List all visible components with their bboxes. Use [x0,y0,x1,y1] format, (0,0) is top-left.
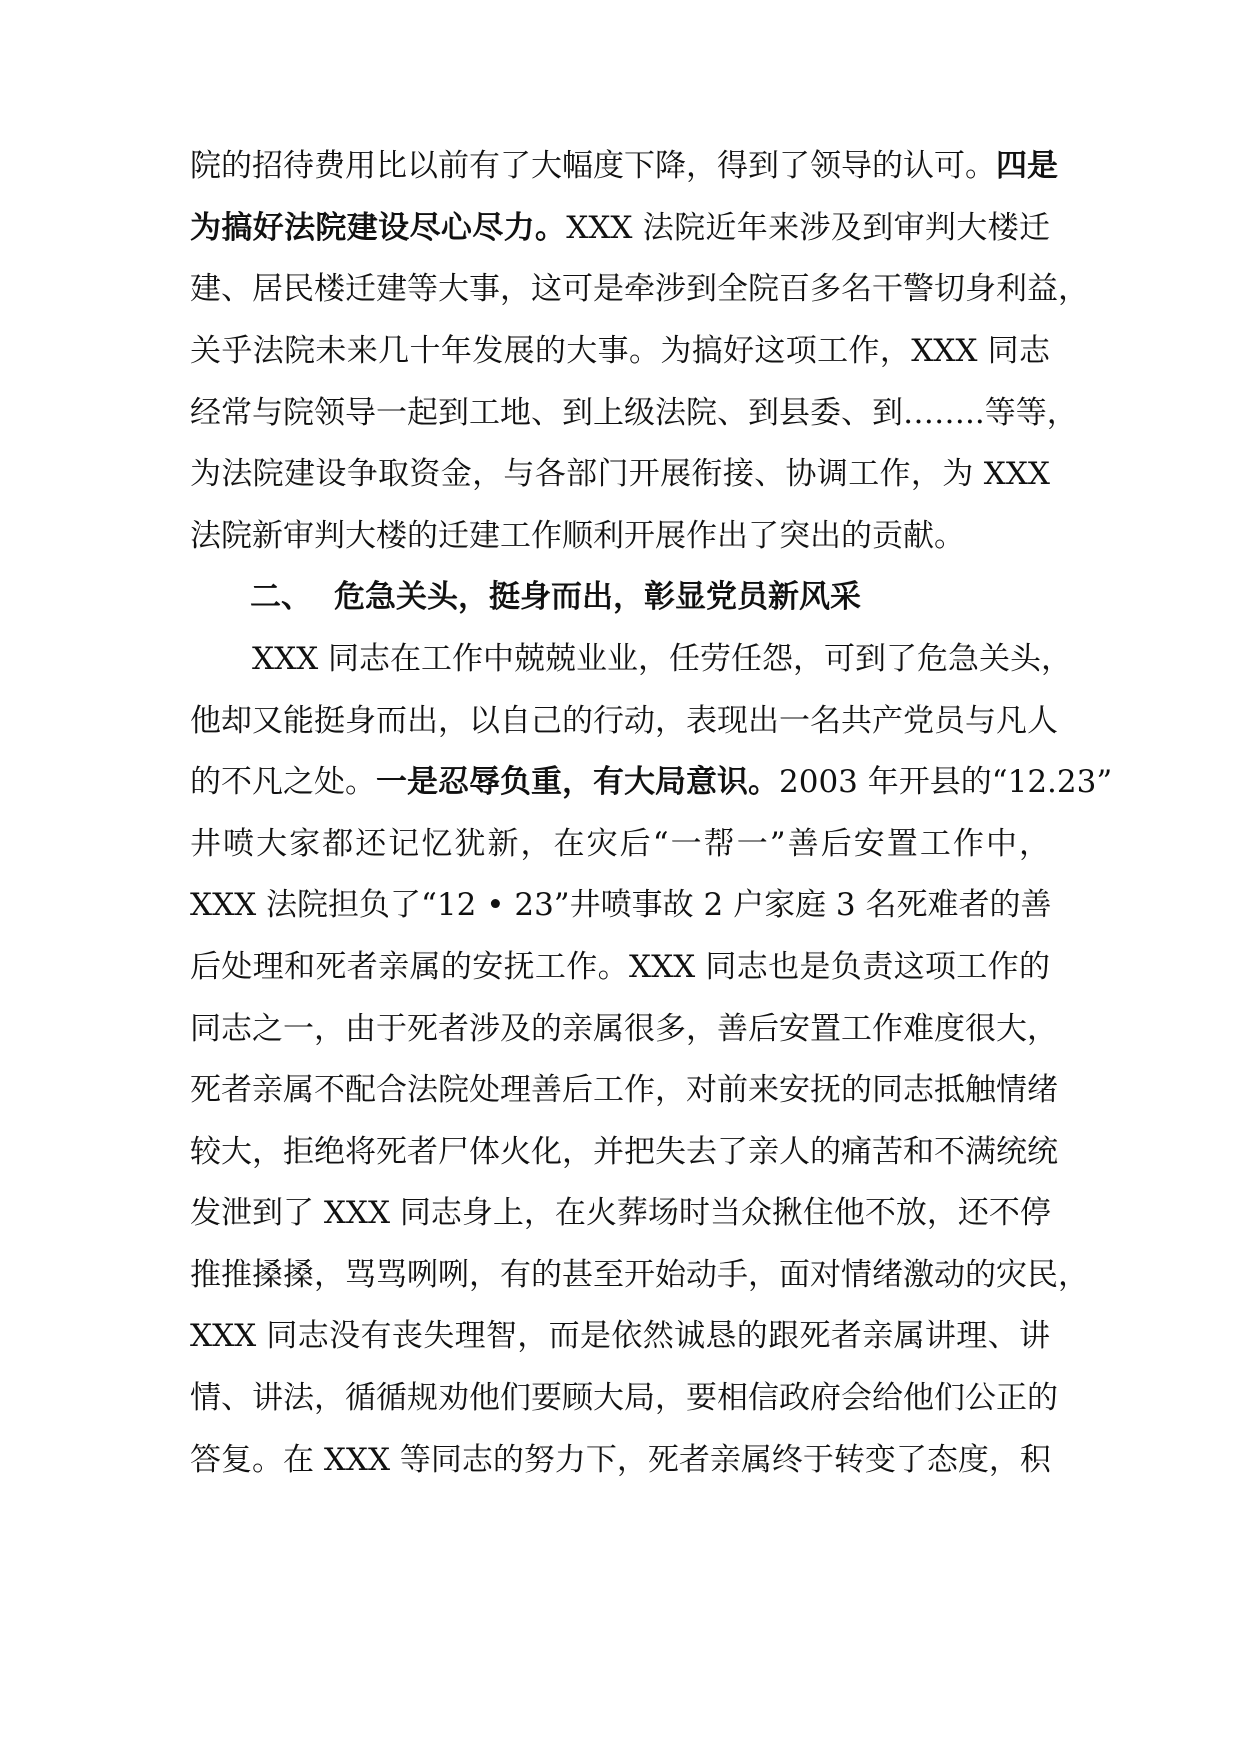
paragraph-2-line-1 [252,628,1073,690]
text-run: 建、居民楼迁建等大事，这可是牵涉到全院百多名干警切身利益， [190,271,1089,307]
paragraph-1-line-7 [190,505,1050,567]
text-run: 同志之一，由于死者涉及的亲属很多，善后安置工作难度很大， [190,1011,1058,1047]
text-run: XXX 同志在工作中兢兢业业，任劳任怨，可到了危急关头， [252,641,1073,677]
paragraph-2-line-3 [190,751,1113,813]
text-run: 发泄到了 XXX 同志身上，在火葬场时当众揪住他不放，还不停 [190,1195,1051,1231]
paragraph-1-line-2 [190,197,1050,259]
text-run: 井喷大家都还记忆犹新，在灾后“一帮一”善后安置工作中， [190,826,1050,862]
text-run: 情、讲法，循循规劝他们要顾大局，要相信政府会给他们公正的 [190,1380,1058,1416]
paragraph-1-line-6 [190,443,1050,505]
section-number: 二、 [250,579,312,615]
paragraph-1-line-5 [190,382,1078,444]
paragraph-1-line-4 [190,320,1050,382]
paragraph-2-line-7 [190,998,1058,1060]
paragraph-2-line-4 [190,813,1050,875]
text-run: 2003 年开县的“12.23” [779,764,1113,800]
paragraph-2-line-2 [190,690,1058,752]
text-run: XXX 法院担负了“12 • 23”井喷事故 2 户家庭 3 名死难者的善 [190,887,1052,923]
text-run: 法院新审判大楼的迁建工作顺利开展作出了突出的贡献。 [190,518,965,554]
paragraph-2-line-11 [190,1244,1089,1306]
bold-run: 一是忍辱负重，有大局意识。 [376,764,779,800]
text-run: XXX 同志没有丧失理智，而是依然诚恳的跟死者亲属讲理、讲 [190,1318,1050,1354]
text-run: 关乎法院未来几十年发展的大事。为搞好这项工作，XXX 同志 [190,333,1050,369]
paragraph-2-line-5 [190,874,1050,936]
text-run: 他却又能挺身而出，以自己的行动，表现出一名共产党员与凡人 [190,703,1058,739]
text-run: 较大，拒绝将死者尸体火化，并把失去了亲人的痛苦和不满统统 [190,1134,1058,1170]
paragraph-2-line-8 [190,1059,1058,1121]
section-heading [250,566,1050,628]
text-run: XXX 法院近年来涉及到审判大楼迁 [566,210,1051,246]
paragraph-1-line-3 [190,258,1089,320]
section-title: 危急关头，挺身而出，彰显党员新风采 [334,579,861,615]
paragraph-2-line-9 [190,1121,1058,1183]
text-run: 答复。在 XXX 等同志的努力下，死者亲属终于转变了态度，积 [190,1442,1051,1478]
paragraph-2-line-13 [190,1367,1058,1429]
paragraph-2-line-6 [190,936,1050,998]
paragraph-2-line-10 [190,1182,1050,1244]
bold-run: 四是 [996,148,1058,184]
text-run: 为法院建设争取资金，与各部门开展衔接、协调工作，为 XXX [190,456,1050,492]
text-run: 推推搡搡，骂骂咧咧，有的甚至开始动手，面对情绪激动的灾民， [190,1257,1089,1293]
text-run: 后处理和死者亲属的安抚工作。XXX 同志也是负责这项工作的 [190,949,1050,985]
text-run: 的不凡之处。 [190,764,376,800]
text-run: 院的招待费用比以前有了大幅度下降，得到了领导的认可。 [190,148,996,184]
paragraph-2-line-12 [190,1305,1050,1367]
text-run: 经常与院领导一起到工地、到上级法院、到县委、到……..等等， [190,395,1078,431]
text-run: 死者亲属不配合法院处理善后工作，对前来安抚的同志抵触情绪 [190,1072,1058,1108]
paragraph-1-line-1 [190,135,1058,197]
paragraph-2-line-14 [190,1429,1050,1491]
bold-run: 为搞好法院建设尽心尽力。 [190,210,567,246]
